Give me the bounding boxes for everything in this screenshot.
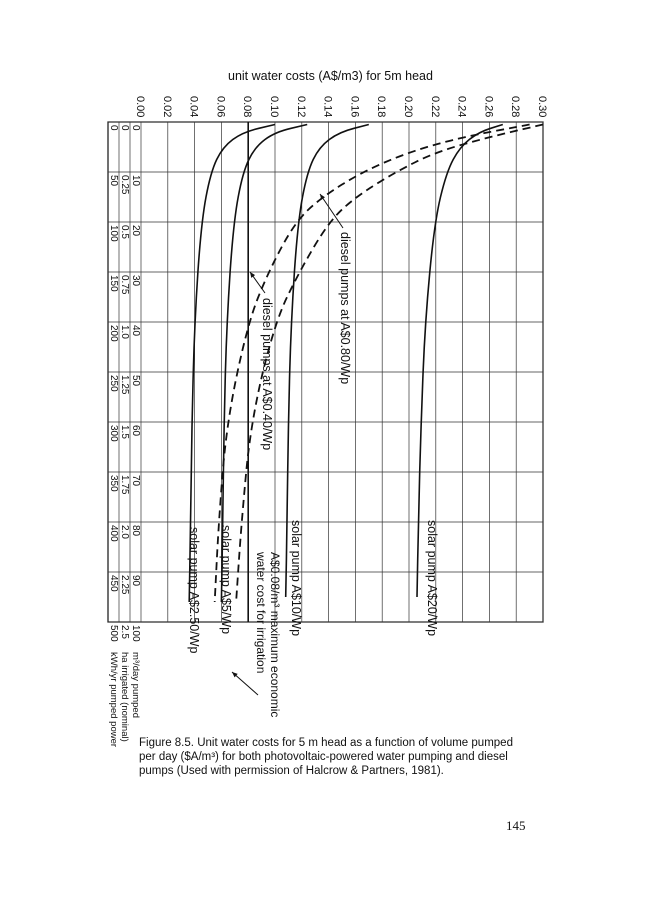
volume-tick-label: 0.75: [119, 275, 130, 295]
page-number: 145: [506, 818, 526, 833]
cost-tick-label: 0.04: [187, 96, 200, 118]
annotation-max-cost-line1: A$0.08/m³ maximum economic: [268, 552, 282, 718]
annotation-solar-2-50: solar pump A$2.50/Wp: [187, 527, 201, 654]
cost-tick-label: 0.28: [509, 96, 522, 118]
chart-axes: [108, 69, 548, 747]
volume-tick-label: 500: [108, 625, 119, 642]
volume-tick-label: 400: [108, 525, 119, 542]
volume-tick-label: 70: [130, 475, 141, 487]
volume-tick-label: 300: [108, 425, 119, 442]
volume-row-label: m³/day pumped: [130, 652, 141, 719]
volume-tick-label: 0: [119, 125, 130, 131]
volume-row-label: kWh/yr pumped power: [108, 652, 119, 748]
cost-tick-label: 0.06: [214, 96, 227, 118]
cost-tick-label: 0.00: [134, 96, 146, 118]
volume-tick-label: 1.25: [119, 375, 130, 395]
chart-annotations: [187, 194, 439, 717]
volume-tick-label: 200: [108, 325, 119, 342]
volume-tick-label: 80: [130, 525, 141, 537]
volume-tick-label: 250: [108, 375, 119, 392]
annotation-max-cost-line2: water cost for irrigation: [254, 552, 268, 674]
volume-tick-label: 100: [130, 625, 141, 642]
volume-tick-label: 350: [108, 475, 119, 492]
volume-tick-label: 60: [130, 425, 141, 437]
cost-tick-label: 0.08: [241, 96, 254, 118]
cost-tick-label: 0.20: [402, 96, 414, 118]
volume-tick-label: 40: [130, 325, 141, 337]
volume-tick-label: 150: [108, 275, 119, 292]
volume-tick-label: 2.25: [119, 575, 130, 595]
cost-tick-label: 0.24: [455, 96, 468, 118]
volume-tick-label: 0.25: [119, 175, 130, 195]
cost-axis-title: unit water costs (A$/m3) for 5m head: [228, 69, 433, 83]
volume-tick-label: 2.5: [119, 625, 130, 639]
annotation-diesel-040: diesel pumps at A$0.40/Wp: [260, 298, 274, 451]
figure-caption: [139, 736, 519, 778]
chart-grid: [108, 122, 543, 622]
annotation-diesel-080: diesel pumps at A$0.80/Wp: [338, 232, 352, 385]
volume-tick-label: 0: [108, 125, 119, 131]
cost-tick-label: 0.18: [375, 96, 388, 118]
volume-tick-label: 90: [130, 575, 141, 587]
volume-tick-label: 0: [130, 125, 141, 131]
cost-tick-label: 0.14: [321, 96, 334, 118]
volume-tick-label: 30: [130, 275, 141, 287]
volume-tick-label: 450: [108, 575, 119, 592]
volume-tick-label: 1.0: [119, 325, 130, 339]
volume-tick-label: 100: [108, 225, 119, 242]
cost-tick-label: 0.02: [160, 96, 173, 118]
volume-tick-label: 1.75: [119, 475, 130, 495]
series-line: [236, 125, 543, 603]
annotation-solar-10: solar pump A$10/Wp: [289, 520, 303, 637]
cost-tick-label: 0.16: [348, 96, 361, 118]
figure-label: Figure 8.5.: [139, 737, 194, 749]
annotation-solar-5: solar pump A$5/Wp: [219, 525, 233, 635]
cost-tick-label: 0.12: [294, 96, 307, 118]
cost-tick-label: 0.30: [536, 96, 548, 118]
volume-tick-label: 2.0: [119, 525, 130, 539]
volume-tick-label: 1.5: [119, 425, 130, 439]
volume-tick-label: 10: [130, 175, 141, 187]
volume-tick-label: 50: [108, 175, 119, 187]
cost-tick-label: 0.10: [268, 96, 280, 118]
volume-tick-label: 20: [130, 225, 141, 237]
volume-tick-label: 0.5: [119, 225, 130, 239]
pointer-diesel-040-head: [250, 272, 255, 278]
figure-caption-text: Unit water costs for 5 m head as a function of volume pumped per day ($A/m³) for both photovoltaic-powered water pumping and diesel pumps (Used with permission of Halcrow & Partners, 1981).: [139, 737, 513, 777]
cost-tick-label: 0.22: [428, 96, 441, 118]
volume-tick-label: 50: [130, 375, 141, 387]
volume-row-label: ha irrigated (nominal): [119, 652, 130, 742]
annotation-solar-20: solar pump A$20/Wp: [425, 520, 439, 637]
cost-tick-label: 0.26: [482, 96, 495, 118]
